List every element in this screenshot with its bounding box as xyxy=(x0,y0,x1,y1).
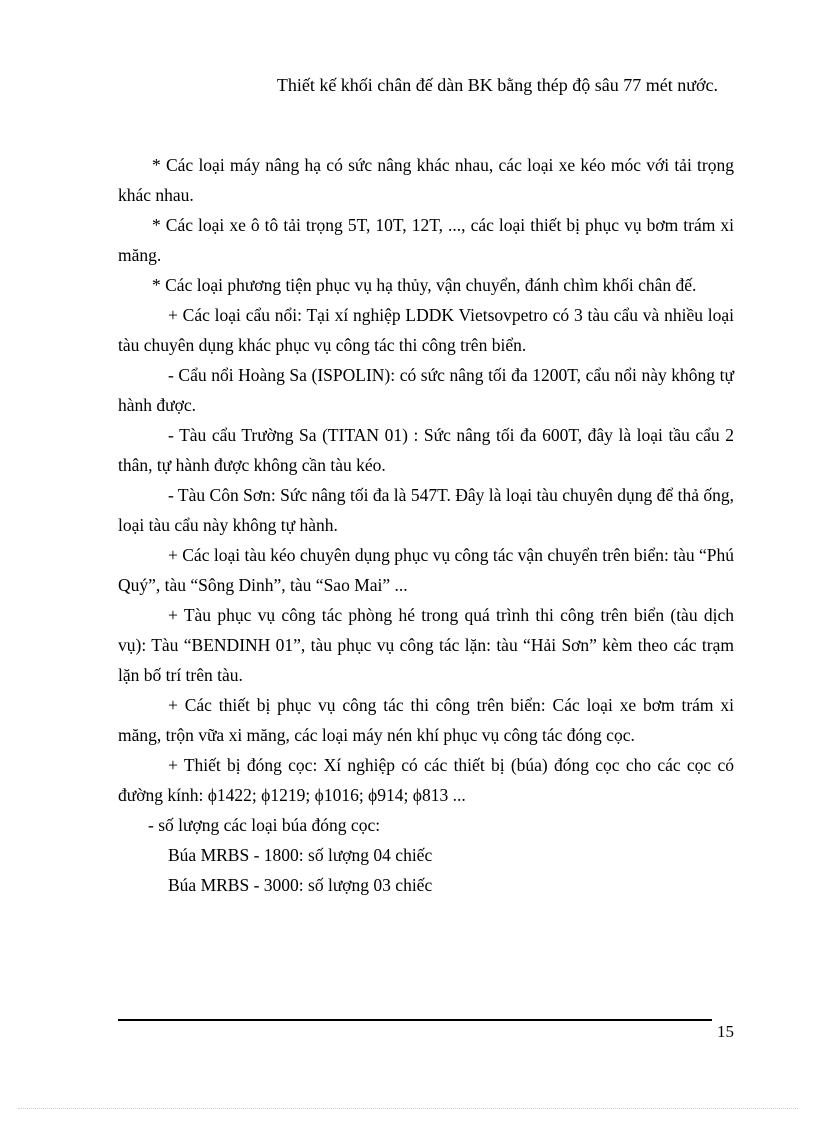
paragraph-con-son: - Tàu Côn Sơn: Sức nâng tối đa là 547T. Đây là loại tàu chuyên dụng để thả ống, loại tàu cẩu này không tự hành. xyxy=(118,485,734,535)
paragraph-lifting-machines: * Các loại máy nâng hạ có sức nâng khác nhau, các loại xe kéo móc với tải trọng khác nhau. xyxy=(118,155,734,205)
paragraph-service-vessels: + Tàu phục vụ công tác phòng hé trong quá trình thi công trên biển (tàu dịch vụ): Tàu “BENDINH 01”, tàu phục vụ công tác lặn: tàu “Hải Sơn” kèm theo các trạm lặn bố trí trên tàu. xyxy=(118,605,734,685)
page-number: 15 xyxy=(717,1022,734,1041)
footer-rule xyxy=(118,1019,712,1021)
page-edge-divider xyxy=(18,1108,798,1109)
paragraph-floating-cranes: + Các loại cẩu nổi: Tại xí nghiệp LDDK Vietsovpetro có 3 tàu cẩu và nhiều loại tàu chuyên dụng khác phục vụ công tác thi công trên biển. xyxy=(118,305,734,355)
list-item: Búa MRBS - 3000: số lượng 03 chiếc xyxy=(168,875,433,895)
paragraph-hammer-count: - số lượng các loại búa đóng cọc: xyxy=(148,815,381,835)
paragraph-tugboats: + Các loại tàu kéo chuyên dụng phục vụ công tác vận chuyển trên biển: tàu “Phú Quý”, tàu “Sông Dinh”, tàu “Sao Mai” ... xyxy=(118,545,734,595)
list-item: Búa MRBS - 1800: số lượng 04 chiếc xyxy=(168,845,433,865)
paragraph-offshore-equipment: + Các thiết bị phục vụ công tác thi công trên biển: Các loại xe bơm trám xi măng, trộn vữa xi măng, các loại máy nén khí phục vụ công tác đóng cọc. xyxy=(118,695,734,745)
running-header: Thiết kế khối chân đế dàn BK bằng thép độ sâu 77 mét nước. xyxy=(276,75,718,95)
paragraph-transport-means: * Các loại phương tiện phục vụ hạ thủy, vận chuyển, đánh chìm khối chân đế. xyxy=(152,275,697,295)
paragraph-hoang-sa: - Cẩu nổi Hoàng Sa (ISPOLIN): có sức nâng tối đa 1200T, cẩu nổi này không tự hành được. xyxy=(118,365,734,415)
hammer-list xyxy=(118,840,734,900)
paragraph-trucks: * Các loại xe ô tô tải trọng 5T, 10T, 12T, ..., các loại thiết bị phục vụ bơm trám xi măng. xyxy=(118,215,734,265)
document-body xyxy=(118,150,734,900)
paragraph-truong-sa: - Tàu cẩu Trường Sa (TITAN 01) : Sức nâng tối đa 600T, đây là loại tầu cẩu 2 thân, tự hành được không cần tàu kéo. xyxy=(118,425,734,475)
paragraph-pile-driving: + Thiết bị đóng cọc: Xí nghiệp có các thiết bị (búa) đóng cọc cho các cọc có đường kính: ϕ1422; ϕ1219; ϕ1016; ϕ914; ϕ813 ... xyxy=(118,755,734,805)
